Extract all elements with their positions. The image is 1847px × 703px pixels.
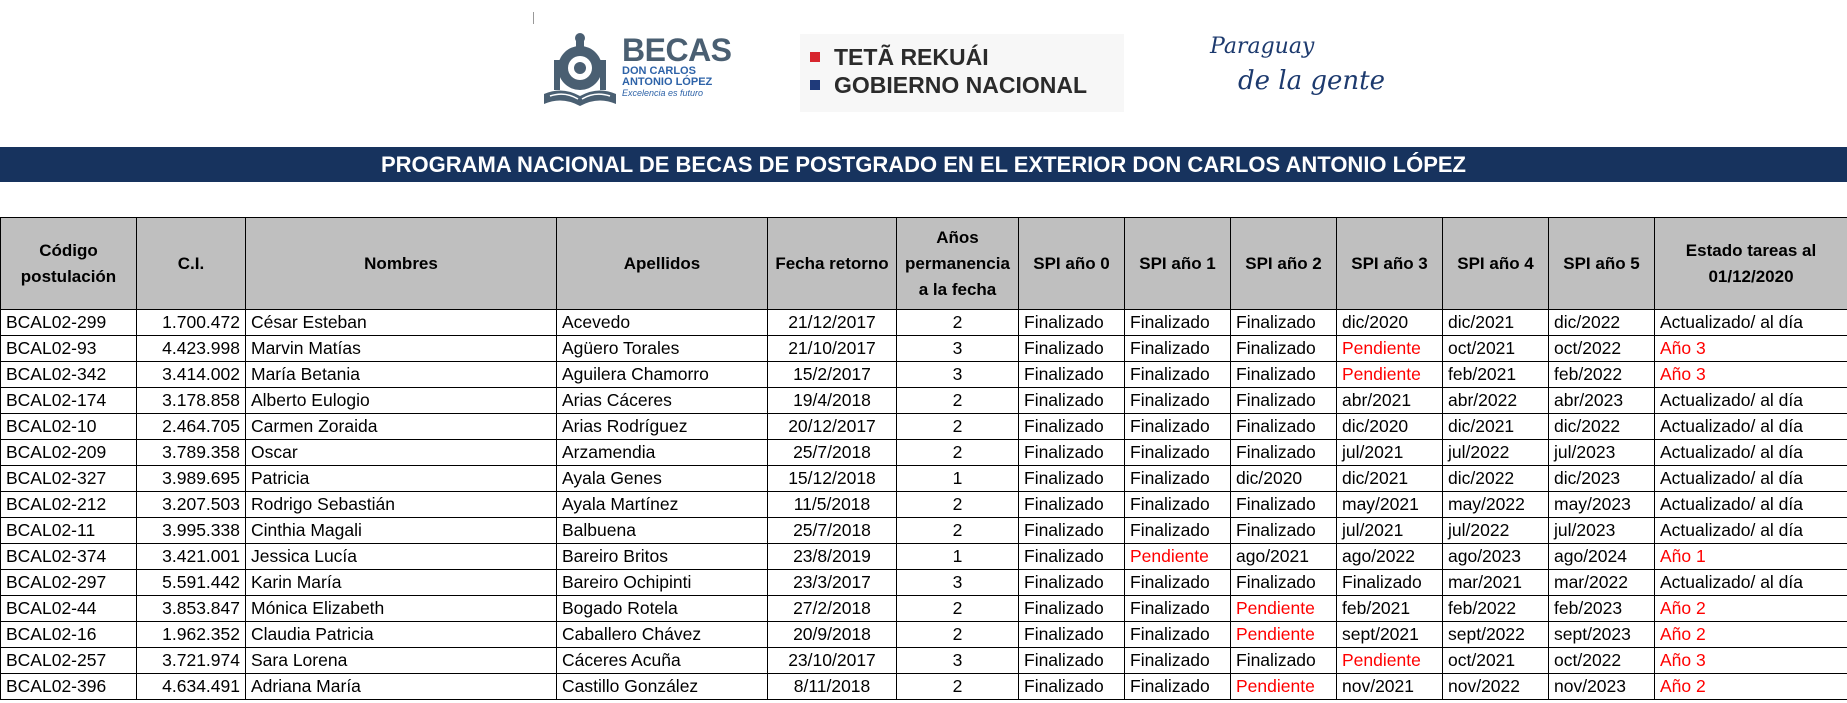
cell-spi-0: Finalizado [1019,388,1125,414]
table-row [1,648,1847,674]
becas-logo-line3: ANTONIO LÓPEZ [622,76,713,88]
header-spi-1: SPI año 1 [1125,218,1231,310]
cell-ci: 3.721.974 [137,648,246,674]
cell-spi-3: jul/2021 [1337,440,1443,466]
cell-spi-3: nov/2021 [1337,674,1443,700]
cell-spi-2: Finalizado [1231,518,1337,544]
cell-codigo: BCAL02-174 [1,388,137,414]
header-apellidos: Apellidos [557,218,768,310]
cell-estado: Año 1 [1655,544,1847,570]
cell-spi-2: Finalizado [1231,492,1337,518]
cell-spi-0: Finalizado [1019,440,1125,466]
cell-apellidos: Arias Rodríguez [557,414,768,440]
becas-logo [540,30,730,120]
cell-spi-0: Finalizado [1019,674,1125,700]
cell-spi-4: oct/2021 [1443,336,1549,362]
cell-spi-4: dic/2021 [1443,310,1549,336]
table-row [1,362,1847,388]
table-row [1,492,1847,518]
cell-apellidos: Arias Cáceres [557,388,768,414]
scholarship-table [0,217,1847,700]
cell-anos-permanencia: 2 [897,518,1019,544]
cell-ci: 3.789.358 [137,440,246,466]
cell-spi-2: Finalizado [1231,414,1337,440]
cell-codigo: BCAL02-212 [1,492,137,518]
cell-spi-1: Finalizado [1125,622,1231,648]
cell-codigo: BCAL02-10 [1,414,137,440]
cell-nombres: César Esteban [246,310,557,336]
cell-spi-4: jul/2022 [1443,440,1549,466]
cell-fecha-retorno: 15/2/2017 [768,362,897,388]
paraguay-logo-line2: de la gente [1238,66,1385,96]
cell-ci: 3.989.695 [137,466,246,492]
paraguay-logo [1210,34,1385,114]
cell-spi-5: nov/2023 [1549,674,1655,700]
cell-anos-permanencia: 2 [897,674,1019,700]
cell-estado: Año 3 [1655,648,1847,674]
cell-ci: 3.178.858 [137,388,246,414]
gobierno-logo-line2: GOBIERNO NACIONAL [834,72,1087,98]
cell-apellidos: Bareiro Ochipinti [557,570,768,596]
cell-nombres: Cinthia Magali [246,518,557,544]
cell-apellidos: Ayala Martínez [557,492,768,518]
cell-codigo: BCAL02-257 [1,648,137,674]
header-spi-5: SPI año 5 [1549,218,1655,310]
cell-fecha-retorno: 11/5/2018 [768,492,897,518]
cell-spi-3: feb/2021 [1337,596,1443,622]
cell-ci: 1.700.472 [137,310,246,336]
cell-spi-5: ago/2024 [1549,544,1655,570]
cell-nombres: Adriana María [246,674,557,700]
cell-spi-5: dic/2022 [1549,414,1655,440]
cell-spi-3: may/2021 [1337,492,1443,518]
cell-spi-0: Finalizado [1019,622,1125,648]
cell-nombres: Patricia [246,466,557,492]
cell-spi-5: may/2023 [1549,492,1655,518]
cell-spi-0: Finalizado [1019,596,1125,622]
cell-ci: 3.414.002 [137,362,246,388]
cell-apellidos: Caballero Chávez [557,622,768,648]
cell-spi-1: Finalizado [1125,388,1231,414]
table-row [1,466,1847,492]
cell-anos-permanencia: 1 [897,466,1019,492]
cell-estado: Actualizado/ al día [1655,570,1847,596]
cell-codigo: BCAL02-11 [1,518,137,544]
cell-spi-5: dic/2023 [1549,466,1655,492]
cell-anos-permanencia: 2 [897,310,1019,336]
cell-spi-5: jul/2023 [1549,518,1655,544]
cell-spi-1: Finalizado [1125,492,1231,518]
cell-spi-1: Finalizado [1125,336,1231,362]
blue-square-icon [810,80,820,90]
cell-anos-permanencia: 2 [897,622,1019,648]
cell-spi-4: nov/2022 [1443,674,1549,700]
cell-spi-1: Finalizado [1125,362,1231,388]
cell-fecha-retorno: 27/2/2018 [768,596,897,622]
cell-spi-4: feb/2022 [1443,596,1549,622]
cell-codigo: BCAL02-342 [1,362,137,388]
gobierno-logo-line1: TETÃ REKUÁI [834,44,989,70]
cell-spi-5: oct/2022 [1549,648,1655,674]
cell-spi-2: Finalizado [1231,648,1337,674]
cell-apellidos: Bogado Rotela [557,596,768,622]
cell-codigo: BCAL02-299 [1,310,137,336]
table-body [1,310,1847,700]
cell-spi-1: Pendiente [1125,544,1231,570]
cell-fecha-retorno: 15/12/2018 [768,466,897,492]
cell-estado: Actualizado/ al día [1655,388,1847,414]
cell-spi-1: Finalizado [1125,570,1231,596]
cell-apellidos: Arzamendia [557,440,768,466]
cell-spi-3: dic/2021 [1337,466,1443,492]
cell-apellidos: Acevedo [557,310,768,336]
cell-spi-5: sept/2023 [1549,622,1655,648]
cell-spi-0: Finalizado [1019,310,1125,336]
cell-spi-2: Finalizado [1231,310,1337,336]
cell-spi-1: Finalizado [1125,466,1231,492]
cell-spi-0: Finalizado [1019,362,1125,388]
table-row [1,310,1847,336]
cell-apellidos: Bareiro Britos [557,544,768,570]
cell-fecha-retorno: 23/10/2017 [768,648,897,674]
cell-spi-1: Finalizado [1125,648,1231,674]
table-row [1,596,1847,622]
cell-apellidos: Balbuena [557,518,768,544]
cell-spi-0: Finalizado [1019,518,1125,544]
cell-anos-permanencia: 2 [897,414,1019,440]
cell-fecha-retorno: 21/10/2017 [768,336,897,362]
cell-anos-permanencia: 3 [897,336,1019,362]
cell-apellidos: Cáceres Acuña [557,648,768,674]
cell-nombres: Karin María [246,570,557,596]
cell-ci: 2.464.705 [137,414,246,440]
cell-anos-permanencia: 2 [897,596,1019,622]
cell-spi-4: jul/2022 [1443,518,1549,544]
header-spi-4: SPI año 4 [1443,218,1549,310]
cell-estado: Año 2 [1655,674,1847,700]
cell-anos-permanencia: 3 [897,648,1019,674]
cell-apellidos: Castillo González [557,674,768,700]
cell-estado: Año 3 [1655,336,1847,362]
cell-anos-permanencia: 1 [897,544,1019,570]
cell-estado: Actualizado/ al día [1655,414,1847,440]
cell-fecha-retorno: 19/4/2018 [768,388,897,414]
cell-nombres: María Betania [246,362,557,388]
cell-spi-3: dic/2020 [1337,310,1443,336]
cell-spi-1: Finalizado [1125,596,1231,622]
cell-spi-2: Finalizado [1231,440,1337,466]
cell-spi-5: abr/2023 [1549,388,1655,414]
cell-spi-3: Pendiente [1337,336,1443,362]
cell-spi-5: jul/2023 [1549,440,1655,466]
cell-spi-3: dic/2020 [1337,414,1443,440]
cell-nombres: Jessica Lucía [246,544,557,570]
header-estado: Estado tareas al 01/12/2020 [1655,218,1847,310]
cell-nombres: Claudia Patricia [246,622,557,648]
cell-spi-5: mar/2022 [1549,570,1655,596]
cell-apellidos: Aguilera Chamorro [557,362,768,388]
cell-spi-0: Finalizado [1019,648,1125,674]
divider-mark [533,12,534,24]
cell-fecha-retorno: 20/9/2018 [768,622,897,648]
table-row [1,518,1847,544]
cell-spi-4: dic/2021 [1443,414,1549,440]
paraguay-logo-line1: Paraguay [1210,34,1315,59]
cell-spi-5: feb/2023 [1549,596,1655,622]
cell-estado: Año 3 [1655,362,1847,388]
cell-spi-1: Finalizado [1125,440,1231,466]
cell-spi-2: Finalizado [1231,570,1337,596]
cell-ci: 1.962.352 [137,622,246,648]
cell-spi-1: Finalizado [1125,310,1231,336]
cell-spi-3: Pendiente [1337,362,1443,388]
cell-spi-4: dic/2022 [1443,466,1549,492]
cell-codigo: BCAL02-374 [1,544,137,570]
cell-codigo: BCAL02-209 [1,440,137,466]
cell-spi-1: Finalizado [1125,518,1231,544]
cell-spi-0: Finalizado [1019,466,1125,492]
cell-spi-4: abr/2022 [1443,388,1549,414]
cell-nombres: Carmen Zoraida [246,414,557,440]
cell-spi-2: Finalizado [1231,388,1337,414]
cell-estado: Actualizado/ al día [1655,440,1847,466]
cell-spi-0: Finalizado [1019,414,1125,440]
cell-ci: 4.634.491 [137,674,246,700]
becas-logo-line2: DON CARLOS [622,65,696,77]
cell-spi-2: Pendiente [1231,596,1337,622]
cell-estado: Actualizado/ al día [1655,310,1847,336]
cell-spi-2: Pendiente [1231,622,1337,648]
cell-anos-permanencia: 2 [897,492,1019,518]
red-square-icon [810,52,820,62]
header-spi-3: SPI año 3 [1337,218,1443,310]
cell-codigo: BCAL02-297 [1,570,137,596]
cell-spi-2: Finalizado [1231,362,1337,388]
table-row [1,388,1847,414]
cell-spi-4: may/2022 [1443,492,1549,518]
locomotive-book-icon [540,30,620,114]
cell-spi-1: Finalizado [1125,414,1231,440]
cell-spi-2: ago/2021 [1231,544,1337,570]
cell-spi-4: feb/2021 [1443,362,1549,388]
cell-codigo: BCAL02-327 [1,466,137,492]
cell-fecha-retorno: 23/8/2019 [768,544,897,570]
cell-spi-4: mar/2021 [1443,570,1549,596]
cell-fecha-retorno: 8/11/2018 [768,674,897,700]
cell-fecha-retorno: 20/12/2017 [768,414,897,440]
cell-ci: 3.207.503 [137,492,246,518]
becas-logo-tagline: Excelencia es futuro [622,88,704,98]
cell-codigo: BCAL02-396 [1,674,137,700]
header-codigo: Código postulación [1,218,137,310]
cell-anos-permanencia: 2 [897,440,1019,466]
cell-spi-2: dic/2020 [1231,466,1337,492]
cell-spi-0: Finalizado [1019,570,1125,596]
cell-estado: Actualizado/ al día [1655,518,1847,544]
cell-fecha-retorno: 25/7/2018 [768,518,897,544]
cell-anos-permanencia: 2 [897,388,1019,414]
table-row [1,440,1847,466]
header-spi-0: SPI año 0 [1019,218,1125,310]
cell-apellidos: Agüero Torales [557,336,768,362]
cell-fecha-retorno: 23/3/2017 [768,570,897,596]
cell-codigo: BCAL02-93 [1,336,137,362]
header-nombres: Nombres [246,218,557,310]
cell-fecha-retorno: 25/7/2018 [768,440,897,466]
cell-estado: Actualizado/ al día [1655,492,1847,518]
header-spi-2: SPI año 2 [1231,218,1337,310]
cell-apellidos: Ayala Genes [557,466,768,492]
cell-ci: 4.423.998 [137,336,246,362]
program-title-banner: PROGRAMA NACIONAL DE BECAS DE POSTGRADO EN EL EXTERIOR DON CARLOS ANTONIO LÓPEZ [0,147,1847,182]
cell-spi-3: abr/2021 [1337,388,1443,414]
cell-ci: 3.421.001 [137,544,246,570]
cell-estado: Año 2 [1655,622,1847,648]
cell-spi-3: Pendiente [1337,648,1443,674]
table-row [1,622,1847,648]
cell-spi-2: Pendiente [1231,674,1337,700]
table-row [1,674,1847,700]
header-anos-permanencia: Años permanencia a la fecha [897,218,1019,310]
cell-nombres: Oscar [246,440,557,466]
cell-anos-permanencia: 3 [897,362,1019,388]
cell-nombres: Sara Lorena [246,648,557,674]
cell-spi-3: sept/2021 [1337,622,1443,648]
cell-ci: 3.853.847 [137,596,246,622]
table-row [1,570,1847,596]
cell-spi-0: Finalizado [1019,336,1125,362]
table-row [1,414,1847,440]
cell-nombres: Marvin Matías [246,336,557,362]
cell-spi-3: Finalizado [1337,570,1443,596]
cell-spi-2: Finalizado [1231,336,1337,362]
cell-spi-4: ago/2023 [1443,544,1549,570]
becas-logo-title: BECAS [622,32,732,68]
cell-anos-permanencia: 3 [897,570,1019,596]
gobierno-logo [800,34,1124,112]
cell-spi-0: Finalizado [1019,544,1125,570]
cell-spi-4: sept/2022 [1443,622,1549,648]
cell-codigo: BCAL02-44 [1,596,137,622]
cell-nombres: Alberto Eulogio [246,388,557,414]
cell-spi-0: Finalizado [1019,492,1125,518]
table-header-row [1,218,1847,310]
cell-spi-3: jul/2021 [1337,518,1443,544]
cell-ci: 3.995.338 [137,518,246,544]
cell-spi-5: oct/2022 [1549,336,1655,362]
header-ci: C.I. [137,218,246,310]
cell-spi-3: ago/2022 [1337,544,1443,570]
header-fecha-retorno: Fecha retorno [768,218,897,310]
logo-header [0,0,1847,140]
table-row [1,336,1847,362]
cell-fecha-retorno: 21/12/2017 [768,310,897,336]
table-row [1,544,1847,570]
cell-nombres: Rodrigo Sebastián [246,492,557,518]
cell-spi-1: Finalizado [1125,674,1231,700]
cell-spi-5: dic/2022 [1549,310,1655,336]
cell-spi-4: oct/2021 [1443,648,1549,674]
cell-estado: Año 2 [1655,596,1847,622]
cell-nombres: Mónica Elizabeth [246,596,557,622]
cell-estado: Actualizado/ al día [1655,466,1847,492]
cell-ci: 5.591.442 [137,570,246,596]
cell-spi-5: feb/2022 [1549,362,1655,388]
cell-codigo: BCAL02-16 [1,622,137,648]
